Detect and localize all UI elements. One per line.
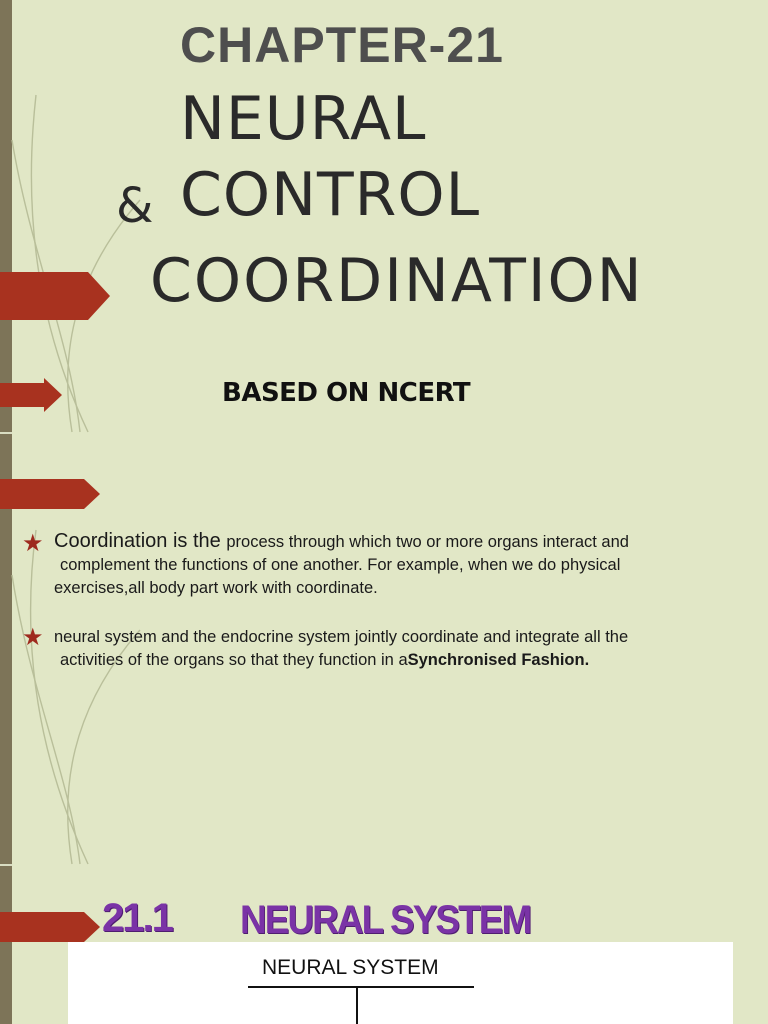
bullet-neural-endocrine: [54, 626, 754, 672]
diagram-connector: [248, 986, 474, 988]
bullet-text: activities of the organs so that they function in a: [60, 651, 408, 669]
diagram-panel: [68, 942, 733, 1024]
title-coordination: COORDINATION: [150, 246, 644, 316]
star-icon: ★: [22, 530, 44, 557]
chapter-heading: CHAPTER-21: [180, 17, 504, 73]
term-coordination: Coordination: [54, 530, 168, 552]
diagram-connector: [356, 986, 358, 1024]
title-control: CONTROL: [180, 160, 480, 230]
arrow-tab-icon: [0, 272, 110, 320]
title-ampersand: &: [116, 178, 154, 234]
section-title: NEURAL SYSTEM: [240, 898, 531, 942]
bullet-text: neural system and the endocrine system jointly coordinate and integrate all the: [54, 628, 629, 646]
bullet-coordination: [54, 530, 754, 600]
bullet-text: exercises,all body part work with coordinate.: [54, 579, 378, 597]
diagram-root-node: NEURAL SYSTEM: [262, 956, 439, 979]
title-neural: NEURAL: [180, 84, 427, 154]
bullet-text: complement the functions of one another. For example, when we do physical: [60, 556, 621, 574]
star-icon: ★: [22, 624, 44, 651]
bullet-connector: is the: [167, 530, 227, 552]
subtitle: BASED ON NCERT: [222, 378, 471, 408]
arrow-tab-icon: [0, 378, 62, 412]
emphasis-text: Synchronised Fashion.: [407, 651, 590, 669]
bullet-text: process through which two or more organs interact and: [226, 533, 629, 551]
arrow-tab-icon: [0, 912, 100, 942]
arrow-tab-icon: [0, 479, 100, 509]
section-number: 21.1: [102, 896, 172, 940]
